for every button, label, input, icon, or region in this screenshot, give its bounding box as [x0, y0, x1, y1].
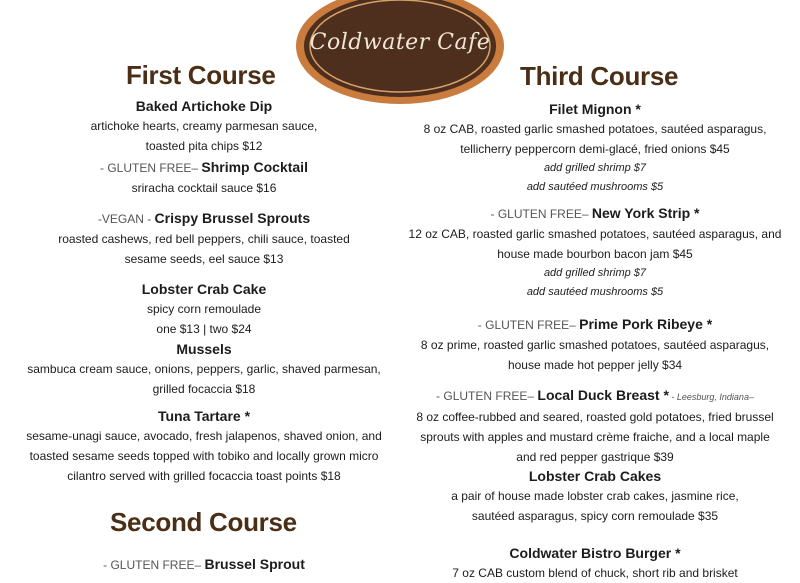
- item-name-line: [0, 208, 408, 229]
- menu-item: [400, 466, 790, 526]
- item-addons: add grilled shrimp $7 add sautéed mushrooms $5: [526, 162, 664, 193]
- item-description: spicy corn remoulade one $13 | two $24: [146, 302, 262, 336]
- course-heading-first: First Course: [126, 60, 276, 90]
- dietary-tag: -VEGAN -: [97, 212, 155, 226]
- course-heading-third: Third Course: [520, 61, 679, 91]
- item-description: sesame-unagi sauce, avocado, fresh jalapenos, shaved onion, and toasted sesame seeds topped with tobiko and locally grown micro cilantro served with grilled focaccia toast points $18: [26, 429, 382, 483]
- menu-item: [0, 406, 408, 486]
- menu-item: [400, 543, 790, 583]
- item-name-line: [0, 157, 408, 178]
- menu-item: [0, 339, 408, 399]
- item-name: Crispy Brussel Sprouts: [154, 210, 311, 226]
- item-name: Lobster Crab Cakes: [528, 468, 662, 484]
- dietary-tag: - GLUTEN FREE–: [477, 318, 580, 332]
- course-heading-second: Second Course: [110, 507, 297, 537]
- item-name-line: [400, 314, 790, 335]
- menu-item: [400, 385, 790, 467]
- item-description: artichoke hearts, creamy parmesan sauce, toasted pita chips $12: [90, 119, 318, 153]
- menu-item: [0, 157, 408, 198]
- item-name-line: [400, 203, 790, 224]
- item-name: Filet Mignon *: [549, 101, 641, 117]
- item-addons: add grilled shrimp $7 add sautéed mushrooms $5: [526, 267, 664, 298]
- right-column: [400, 0, 790, 580]
- item-name: Local Duck Breast *: [537, 387, 669, 403]
- origin-note: - Leesburg, Indiana–: [668, 392, 754, 402]
- item-name-line: [400, 385, 790, 407]
- dietary-tag: - GLUTEN FREE–: [100, 161, 202, 175]
- dietary-tag: - GLUTEN FREE–: [436, 389, 538, 403]
- item-description: sriracha cocktail sauce $16: [131, 181, 277, 195]
- item-name: Prime Pork Ribeye *: [579, 316, 713, 332]
- item-name: Coldwater Bistro Burger *: [509, 545, 681, 561]
- item-description: sambuca cream sauce, onions, peppers, garlic, shaved parmesan, grilled focaccia $18: [27, 362, 381, 396]
- item-name: Lobster Crab Cake: [141, 281, 267, 297]
- menu-item: [0, 208, 408, 269]
- item-description: 7 oz CAB custom blend of chuck, short rib and brisket: [452, 566, 738, 580]
- item-name: Mussels: [176, 341, 232, 357]
- item-name: Brussel Sprout: [204, 556, 305, 572]
- item-name: New York Strip *: [591, 205, 700, 221]
- item-name: Tuna Tartare *: [157, 408, 251, 424]
- menu-item: [400, 99, 790, 197]
- logo-text: Coldwater Cafe: [309, 30, 491, 55]
- item-description: a pair of house made lobster crab cakes, jasmine rice, sautéed asparagus, spicy corn remoulade $35: [451, 489, 739, 523]
- menu-item: [400, 203, 790, 302]
- item-name: Baked Artichoke Dip: [135, 98, 273, 114]
- item-description: 8 oz prime, roasted garlic smashed potatoes, sautéed asparagus, house made hot pepper jelly $34: [420, 338, 770, 372]
- menu-item: [400, 314, 790, 375]
- menu-item: [0, 96, 408, 156]
- item-description: 8 oz CAB, roasted garlic smashed potatoes, sautéed asparagus, tellicherry peppercorn demi-glacé, fried onions $45: [423, 122, 767, 156]
- item-description: 8 oz coffee-rubbed and seared, roasted gold potatoes, fried brussel sprouts with apples and mustard crème fraiche, and a local maple and red pepper gastrique $39: [416, 410, 774, 464]
- menu-item: [0, 279, 408, 339]
- item-description: roasted cashews, red bell peppers, chili sauce, toasted sesame seeds, eel sauce $13: [58, 232, 350, 266]
- item-description: 12 oz CAB, roasted garlic smashed potatoes, sautéed asparagus, and house made bourbon bacon jam $45: [408, 227, 782, 261]
- dietary-tag: - GLUTEN FREE–: [103, 558, 205, 572]
- dietary-tag: - GLUTEN FREE–: [490, 207, 592, 221]
- item-name: Shrimp Cocktail: [201, 159, 308, 175]
